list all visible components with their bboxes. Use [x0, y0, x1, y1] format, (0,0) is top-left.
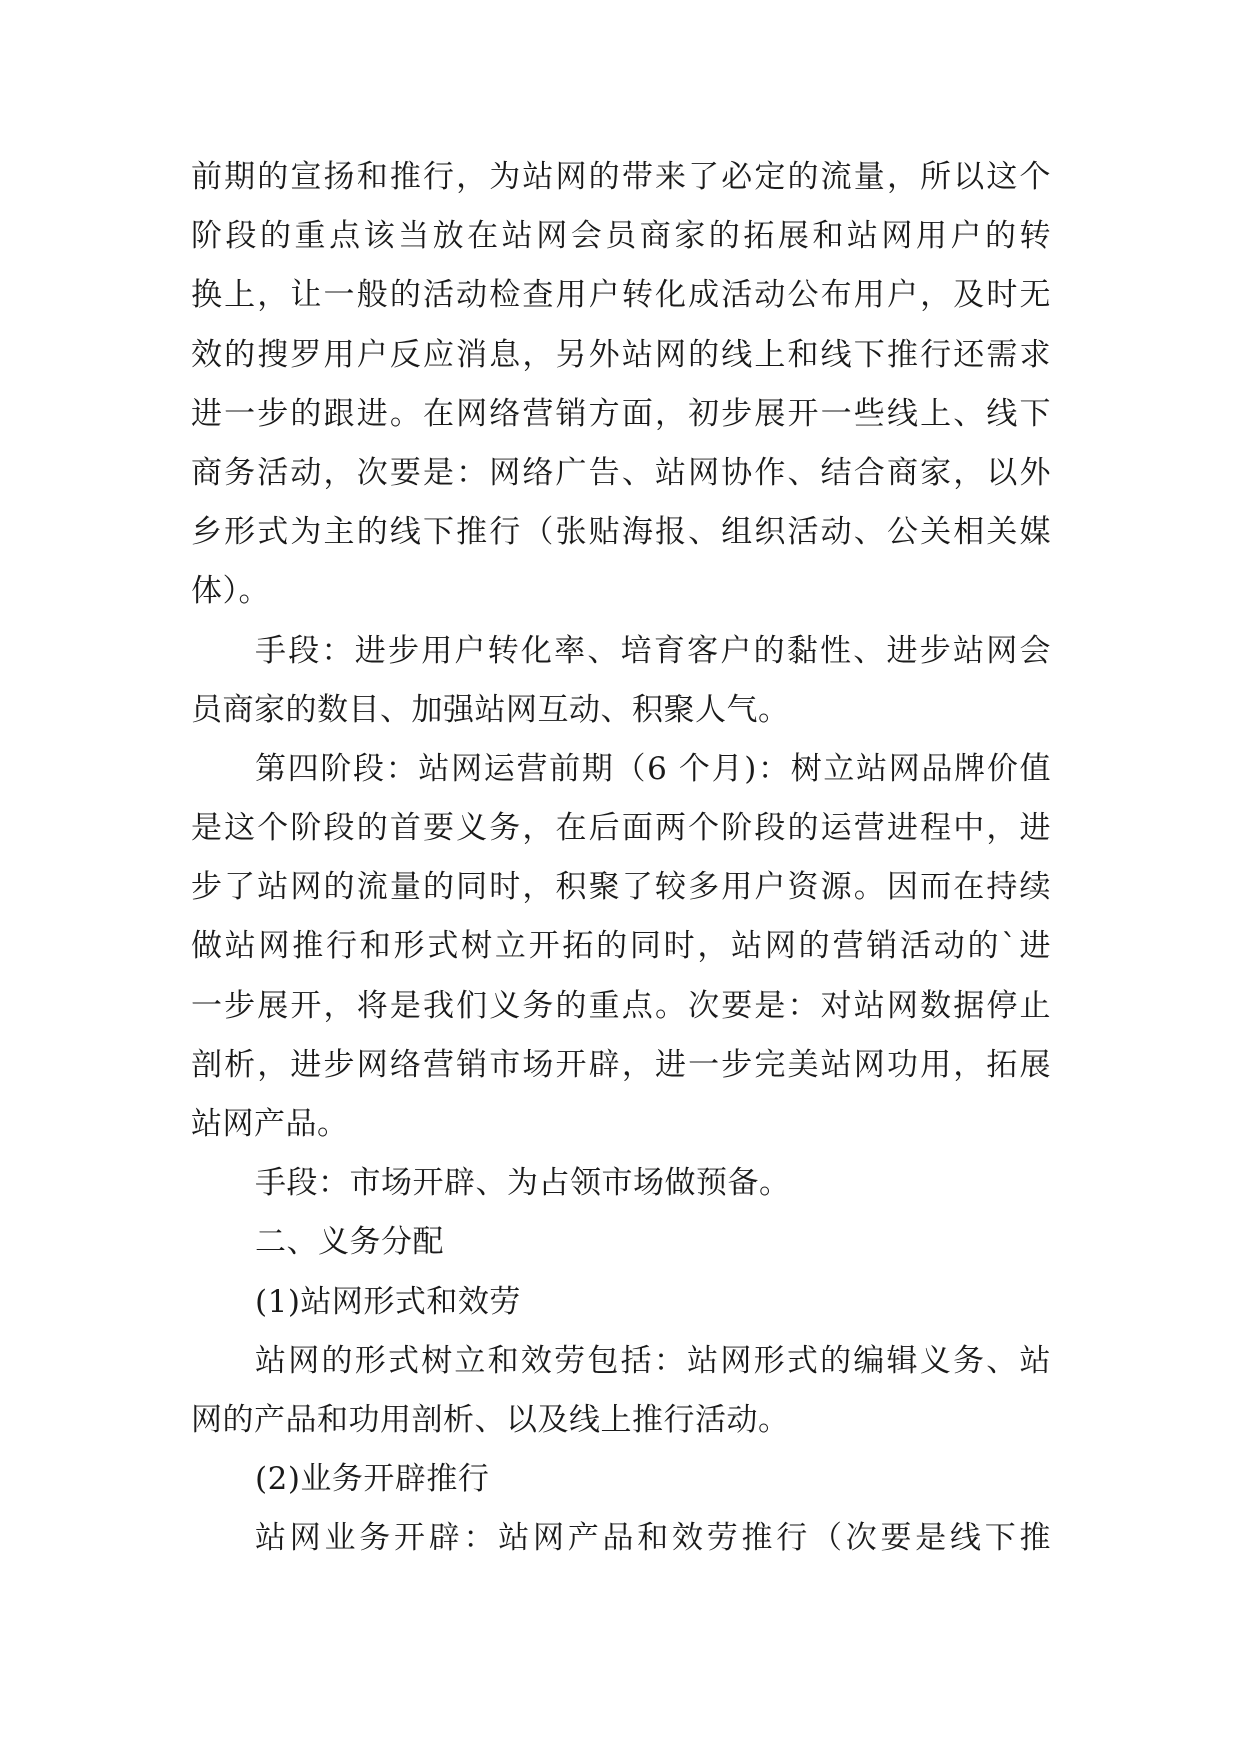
text-line: 剖析，进步网络营销市场开辟，进一步完美站网功用，拓展	[191, 1046, 1051, 1083]
text-line: 网的产品和功用剖析、以及线上推行活动。	[191, 1401, 790, 1438]
subsection-heading: (2)业务开辟推行	[255, 1461, 490, 1498]
text-line: 一步展开，将是我们义务的重点。次要是：对站网数据停止	[191, 987, 1051, 1024]
text-line: 是这个阶段的首要义务，在后面两个阶段的运营进程中，进	[191, 810, 1051, 847]
text-line: 员商家的数目、加强站网互动、积聚人气。	[191, 691, 790, 728]
text-line: 步了站网的流量的同时，积聚了较多用户资源。因而在持续	[191, 869, 1051, 906]
text-line: 站网业务开辟：站网产品和效劳推行（次要是线下推	[255, 1520, 1051, 1557]
text-line: 站网的形式树立和效劳包括：站网形式的编辑义务、站	[255, 1342, 1051, 1379]
section-heading: 二、义务分配	[255, 1224, 444, 1261]
document-body	[191, 148, 1051, 1569]
text-line: 手段：进步用户转化率、培育客户的黏性、进步站网会	[255, 632, 1051, 669]
text-line: 前期的宣扬和推行，为站网的带来了必定的流量，所以这个	[191, 159, 1051, 195]
subsection-heading: (1)站网形式和效劳	[255, 1283, 521, 1320]
text-line: 乡形式为主的线下推行（张贴海报、组织活动、公关相关媒	[191, 514, 1051, 551]
text-line: 效的搜罗用户反应消息，另外站网的线上和线下推行还需求	[191, 336, 1051, 373]
text-line: 第四阶段：站网运营前期（6 个月)：树立站网品牌价值	[255, 750, 1051, 787]
text-line: 手段：市场开辟、为占领市场做预备。	[255, 1165, 791, 1202]
text-line: 商务活动，次要是：网络广告、站网协作、结合商家，以外	[191, 454, 1051, 491]
text-line: 体）。	[191, 573, 270, 610]
text-line: 做站网推行和形式树立开拓的同时，站网的营销活动的`进	[191, 928, 1051, 965]
text-line: 阶段的重点该当放在站网会员商家的拓展和站网用户的转	[191, 218, 1051, 255]
text-line: 站网产品。	[191, 1106, 349, 1142]
text-line: 进一步的跟进。在网络营销方面，初步展开一些线上、线下	[191, 395, 1051, 432]
text-line: 换上，让一般的活动检查用户转化成活动公布用户，及时无	[191, 277, 1051, 314]
